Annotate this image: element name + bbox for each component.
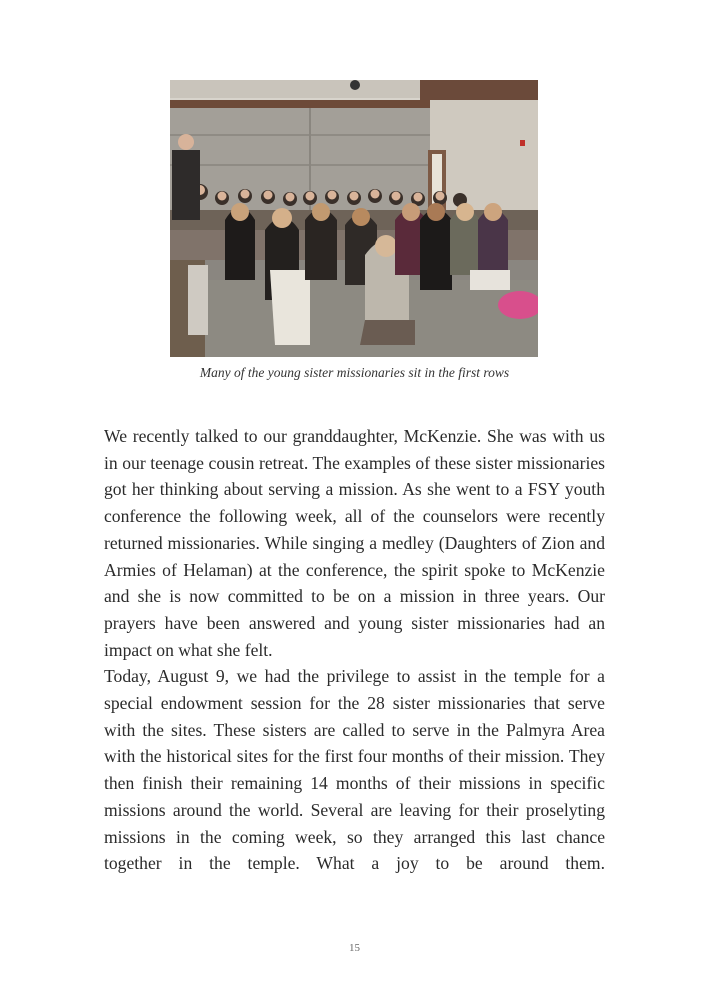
paragraph-2: Today, August 9, we had the privilege to assist in the temple for a special endowment session for the 28 sister missionaries that serve with the sites. These sisters are called to serve in the Palmyra Area with the historical sites for the first four months of their mission. They then finish their remaining 14 months of their missions in specific missions around the world. Several are leaving for their proselyting missions in the coming week, so they arranged this last chance together in the temple. What a joy to be around them. [104,666,605,874]
photo-caption: Many of the young sister missionaries sit in the first rows [199,365,510,380]
group-photo [170,80,538,357]
article-body [104,423,605,877]
page-number: 15 [349,942,360,954]
paragraph-1: We recently talked to our granddaughter, McKenzie. She was with us in our teenage cousin retreat. The examples of these sister missionaries got her thinking about serving a mission. As she went to a FSY youth conference the following week, all of the counselors were recently returned missionaries. While singing a medley (Daughters of Zion and Armies of Helaman) at the conference, the spirit spoke to McKenzie and she is now committed to be on a mission in three years. Our prayers have been answered and young sister missionaries had an impact on what she felt. [104,426,605,660]
